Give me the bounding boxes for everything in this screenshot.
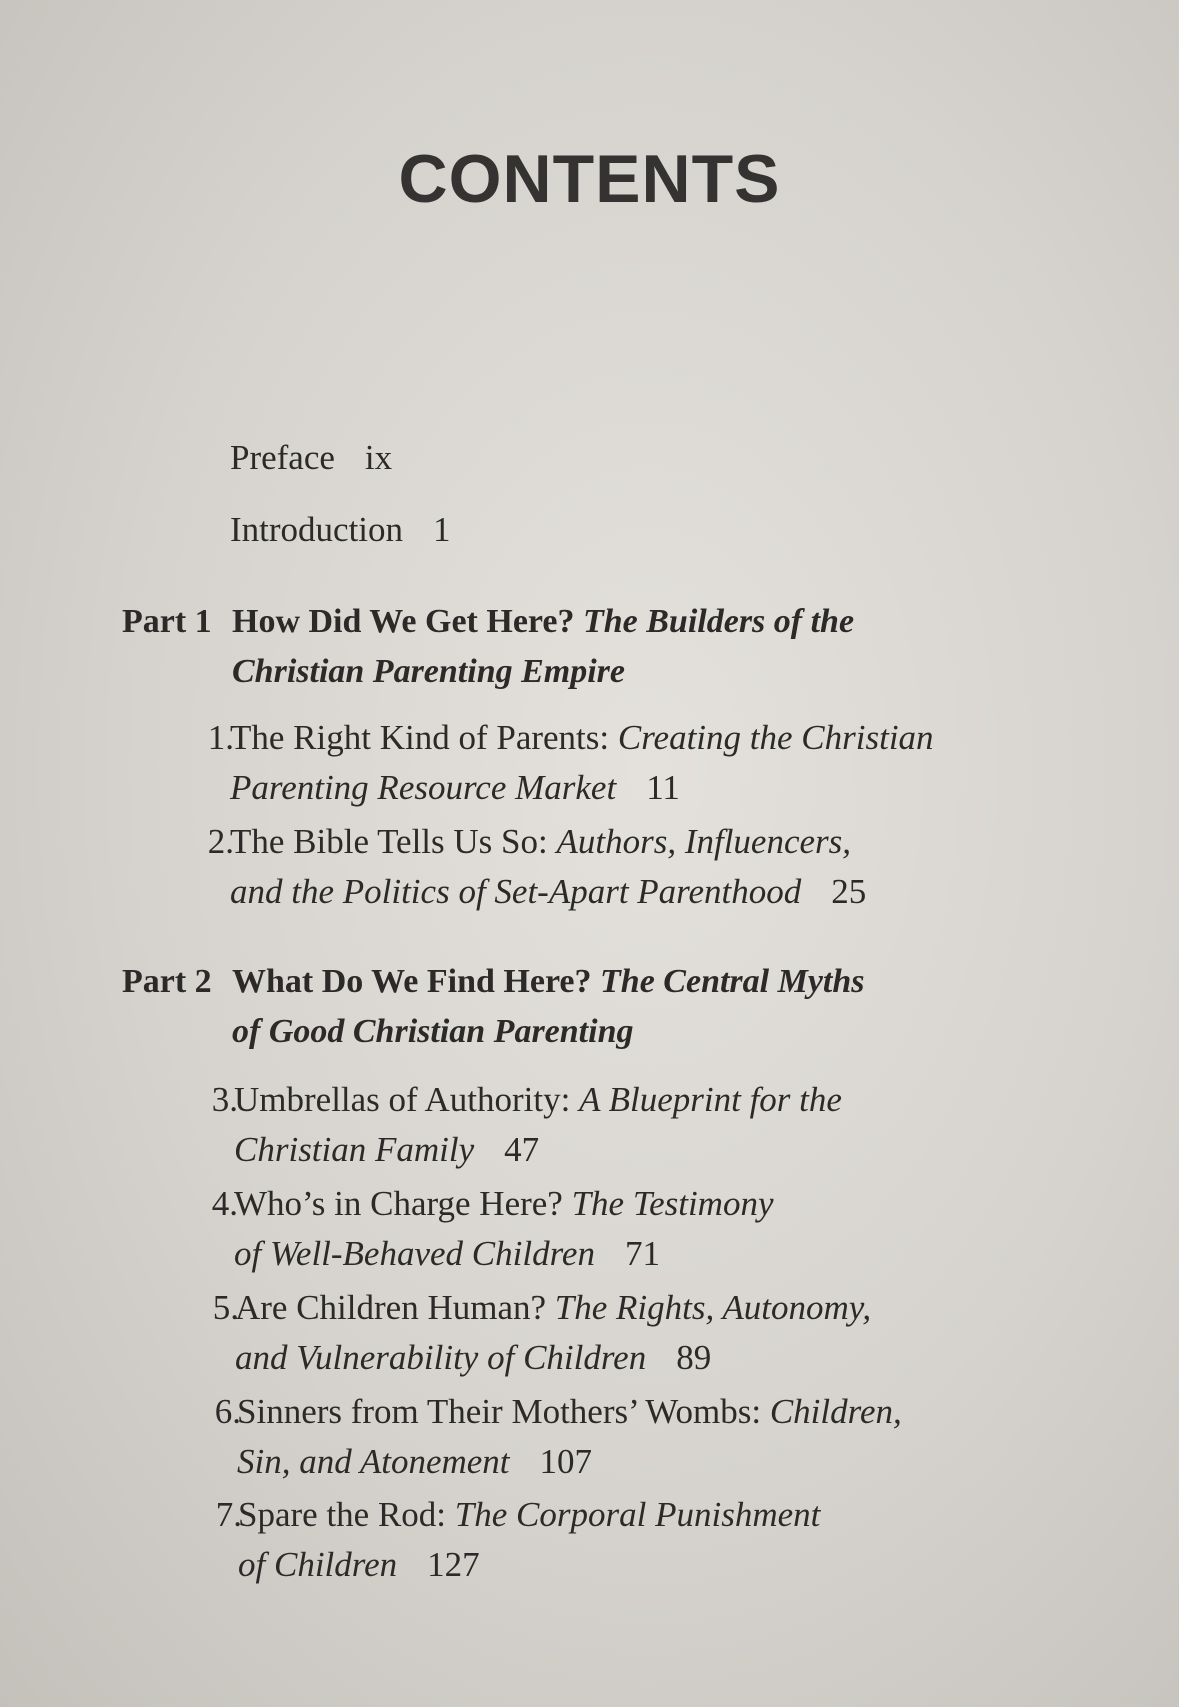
- chapter-title: The Right Kind of Parents: Creating the Christian Parenting Resource Market 11: [230, 718, 934, 807]
- entry-page-number: 1: [433, 510, 451, 549]
- entry-title: Preface: [230, 438, 335, 477]
- entry-title: Introduction: [230, 510, 404, 549]
- part-heading-1: [122, 597, 855, 690]
- part-label: Part 2: [122, 963, 212, 1000]
- chapter-number: 3.: [211, 1080, 238, 1119]
- toc-entry-introduction: [230, 505, 451, 555]
- chapter-number: 4.: [211, 1184, 238, 1223]
- chapter-page-number: 127: [427, 1545, 480, 1584]
- chapter-page-number: 25: [831, 872, 867, 911]
- chapter-page-number: 71: [624, 1234, 660, 1273]
- part-heading-2: [122, 957, 865, 1050]
- chapter-number: 2.: [207, 822, 234, 861]
- chapter-title: Are Children Human? The Rights, Autonomy, and Vulnerability of Children 89: [235, 1288, 872, 1377]
- chapter-number: 5.: [212, 1288, 239, 1327]
- chapter-title: Umbrellas of Authority: A Blueprint for the Christian Family 47: [234, 1080, 842, 1169]
- chapter-page-number: 89: [676, 1338, 712, 1377]
- part-subtitle: The Builders of the: [582, 603, 855, 640]
- part-title: How Did We Get Here? The Builders of the Christian Parenting Empire: [232, 603, 855, 690]
- chapter-title: Spare the Rod: The Corporal Punishment of Children 127: [238, 1495, 821, 1584]
- chapter-title: Who’s in Charge Here? The Testimony of Well-Behaved Children 71: [234, 1184, 774, 1273]
- chapter-page-number: 11: [646, 768, 680, 807]
- chapter-number: 7.: [215, 1495, 242, 1534]
- part-subtitle-cont: Christian Parenting Empire: [232, 653, 625, 690]
- entry-page-number: ix: [364, 438, 393, 477]
- chapter-title: The Bible Tells Us So: Authors, Influencers, and the Politics of Set-Apart Parenthood 25: [230, 822, 867, 911]
- part-subtitle-cont: of Good Christian Parenting: [232, 1013, 634, 1050]
- chapter-number: 1.: [207, 718, 234, 757]
- chapter-page-number: 107: [539, 1442, 593, 1481]
- toc-entry-preface: [230, 433, 392, 483]
- part-title: What Do We Find Here? The Central Myths of Good Christian Parenting: [232, 963, 865, 1050]
- chapter-number: 6.: [214, 1392, 241, 1431]
- part-label: Part 1: [122, 603, 212, 640]
- chapter-title: Sinners from Their Mothers’ Wombs: Children, Sin, and Atonement 107: [237, 1392, 902, 1481]
- chapter-page-number: 47: [504, 1130, 540, 1169]
- page-title: CONTENTS: [398, 141, 781, 217]
- part-subtitle: The Central Myths: [600, 963, 865, 1000]
